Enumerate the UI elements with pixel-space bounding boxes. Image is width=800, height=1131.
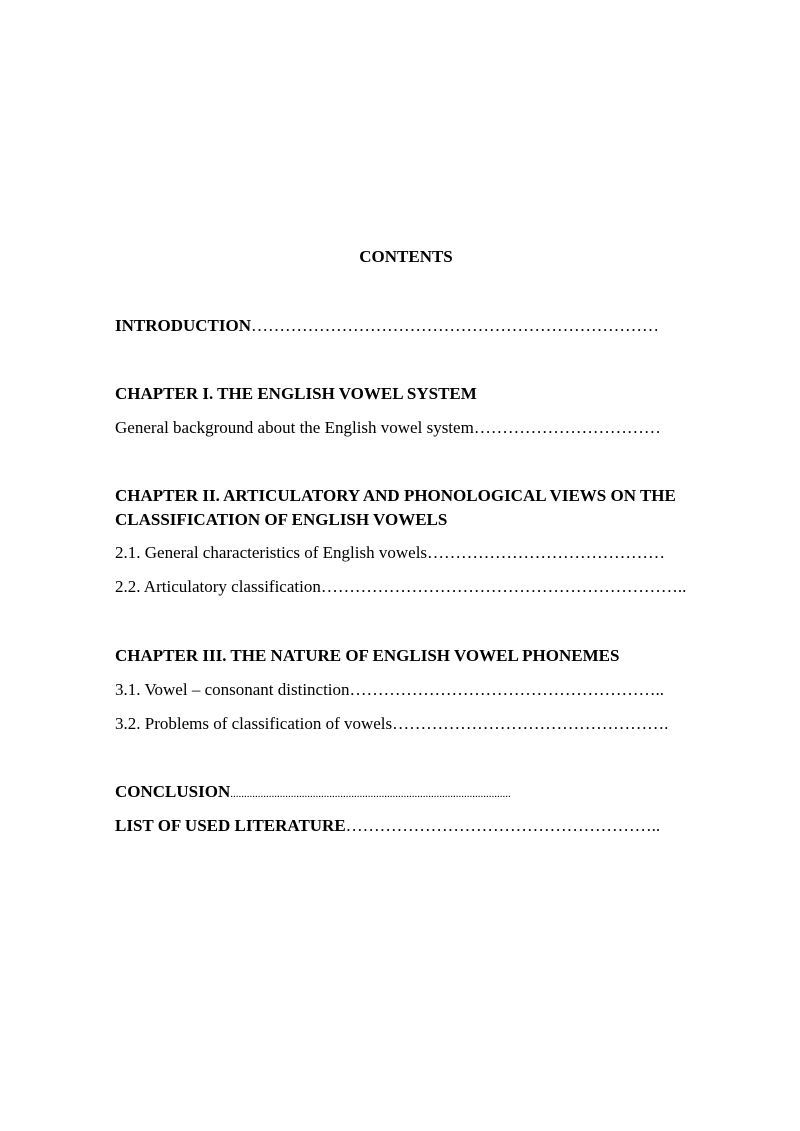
contents-title: CONTENTS [359, 247, 453, 266]
chapter-2-heading-line-2[interactable]: CLASSIFICATION OF ENGLISH VOWELS [115, 510, 448, 529]
toc-dot-leader: …………………………… [473, 418, 661, 437]
toc-entry-2-1[interactable] [115, 542, 665, 564]
toc-dot-leader: ……………………………………………….. [345, 816, 661, 835]
chapter-3-heading[interactable]: CHAPTER III. THE NATURE OF ENGLISH VOWEL PHONEMES [115, 646, 620, 665]
toc-entry-label: 3.1. Vowel – consonant distinction [115, 680, 350, 699]
toc-entry-label: INTRODUCTION [115, 316, 252, 335]
toc-entry-general-background[interactable] [115, 417, 661, 439]
toc-dot-leader: ……………………………………………….. [349, 680, 665, 699]
toc-entry-label: 2.2. Articulatory classification [115, 577, 321, 596]
toc-entry-2-2[interactable] [115, 576, 686, 598]
toc-dot-leader: …………………………………… [427, 543, 666, 562]
chapter-2-heading-line-1[interactable]: CHAPTER II. ARTICULATORY AND PHONOLOGICAL VIEWS ON THE [115, 486, 676, 505]
toc-dot-leader: ……………………………………………………….. [320, 577, 687, 596]
toc-entry-literature[interactable] [115, 815, 660, 837]
toc-entry-label: 3.2. Problems of classification of vowels [115, 714, 393, 733]
toc-entry-label: General background about the English vowel system [115, 418, 474, 437]
chapter-1-heading[interactable]: CHAPTER I. THE ENGLISH VOWEL SYSTEM [115, 384, 477, 403]
toc-dot-leader: ……………………………………………………………… [251, 316, 660, 335]
toc-entry-conclusion[interactable] [115, 781, 511, 805]
toc-dot-leader: ...................................................................................................... [230, 788, 511, 800]
toc-entry-label: 2.1. General characteristics of English vowels [115, 543, 428, 562]
toc-entry-3-1[interactable] [115, 679, 664, 701]
toc-entry-3-2[interactable] [115, 713, 668, 735]
toc-entry-label: LIST OF USED LITERATURE [115, 816, 346, 835]
toc-entry-introduction[interactable] [115, 315, 659, 337]
toc-dot-leader: …………………………………………. [392, 714, 669, 733]
toc-entry-label: CONCLUSION [115, 782, 231, 801]
